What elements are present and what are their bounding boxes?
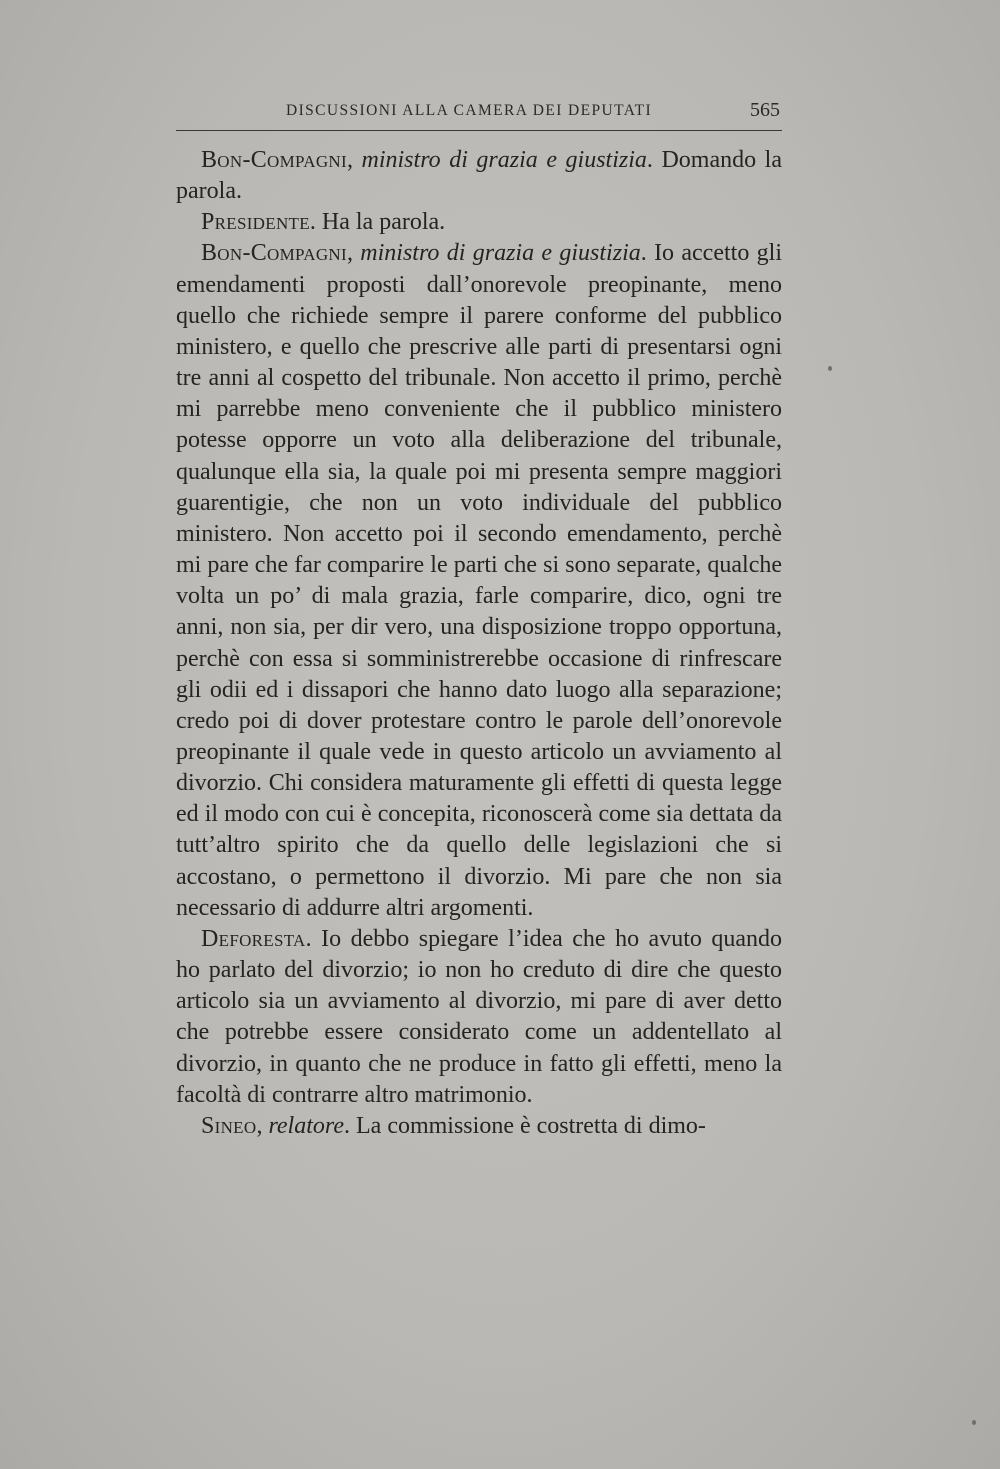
body-text — [176, 145, 782, 1142]
speaker-name: Sineo — [201, 1112, 257, 1139]
paragraph-4: Deforesta. Io debbo spiegare l’idea che ho avuto quando ho parlato del divorzio; io non ho creduto di dire che questo articolo sia un avviamento al divorzio, mi pare di aver detto che potrebbe essere considerato come un addentellato al divorzio, in quanto che ne produce in fatto gli effetti, meno la facoltà di contrarre altro matrimonio. — [176, 925, 782, 1108]
page-number: 565 — [750, 99, 780, 121]
speaker-name: Deforesta — [201, 925, 306, 952]
paragraph-3: Bon-Compagni, ministro di grazia e giustizia. Io accetto gli emendamenti proposti dall’onorevole preopinante, meno quello che richiede sempre il parere conforme del pubblico ministero, e quello che prescrive alle parti di presentarsi ogni tre anni al cospetto del tribunale. Non accetto il primo, perchè mi parrebbe meno conveniente che il pubblico ministero potesse opporre un voto alla deliberazione del tribunale, qualunque ella sia, la quale poi mi presenta sempre maggiori guarentigie, che non un voto individuale del pubblico ministero. Non accetto poi il secondo emendamento, perchè mi pare che far comparire le parti che si sono separate, qualche volta un po’ di mala grazia, farle comparire, dico, ogni tre anni, non sia, per dir vero, una disposizione troppo opportuna, perchè con essa si somministrerebbe occasione di rinfrescare gli odii ed i dissapori che hanno dato luogo alla separazione; credo poi di dover protestare contro le parole dell’onorevole preopinante il quale vede in questo articolo un avviamento al divorzio. Chi considera maturamente gli effetti di questa legge ed il modo con cui è concepita, riconoscerà come sia dettata da tutt’altro spirito che da quello delle legislazioni che si accostano, o permettono il divorzio. Mi pare che non sia necessario di addurre altri argomenti. — [176, 240, 782, 921]
running-title: DISCUSSIONI ALLA CAMERA DEI DEPUTATI — [286, 102, 653, 119]
speaker-name: Bon-Compagni — [201, 147, 347, 173]
speech-text: La commissione è costretta di dimo- — [356, 1112, 706, 1139]
speaker-name: Presidente — [201, 209, 310, 236]
paragraph-2: Presidente. Ha la parola. — [201, 209, 446, 236]
paragraph-1: Bon-Compagni, ministro di grazia e giustizia. Domando la parola. — [176, 147, 782, 205]
paper-speck — [828, 366, 832, 371]
speech-text: Io accetto gli emendamenti proposti dall’onorevole preopinante, meno quello che richiede sempre il parere conforme del pubblico ministero, e quello che prescrive alle parti di presentarsi ogni tre anni al cospetto del tribunale. Non accetto il primo, perchè mi parrebbe meno conveniente che il pubblico ministero potesse opporre un voto alla deliberazione del tribunale, qualunque ella sia, la quale poi mi presenta sempre maggiori guarentigie, che non un voto individuale del pubblico ministero. Non accetto poi il secondo emendamento, perchè mi pare che far comparire le parti che si sono separate, qualche volta un po’ di mala grazia, farle comparire, dico, ogni tre anni, non sia, per dir vero, una disposizione troppo opportuna, perchè con essa si somministrerebbe occasione di rinfrescare gli odii ed i dissapori che hanno dato luogo alla separazione; credo poi di dover protestare contro le parole dell’onorevole preopinante il quale vede in questo articolo un avviamento al divorzio. Chi considera maturamente gli effetti di questa legge ed il modo con cui è concepita, riconoscerà come sia dettata da tutt’altro spirito che da quello delle legislazioni che si accostano, o permettono il divorzio. Mi pare che non sia necessario di addurre altri argomenti. — [176, 240, 782, 921]
speech-text: Ha la parola. — [321, 209, 446, 236]
speaker-role: relatore — [268, 1112, 344, 1139]
page-header — [176, 100, 782, 131]
speech-text: Domando la parola. — [176, 147, 782, 205]
speaker-role: ministro di grazia e giustizia — [361, 147, 647, 173]
speaker-name: Bon-Compagni — [201, 240, 347, 267]
paragraph-5: Sineo, relatore. La commissione è costretta di dimo- — [201, 1112, 706, 1139]
speaker-role: ministro di grazia e giustizia — [360, 240, 641, 267]
speech-text: Io debbo spiegare l’idea che ho avuto quando ho parlato del divorzio; io non ho creduto di dire che questo articolo sia un avviamento al divorzio, mi pare di aver detto che potrebbe essere considerato come un addentellato al divorzio, in quanto che ne produce in fatto gli effetti, meno la facoltà di contrarre altro matrimonio. — [176, 925, 782, 1108]
paper-speck — [972, 1420, 976, 1425]
